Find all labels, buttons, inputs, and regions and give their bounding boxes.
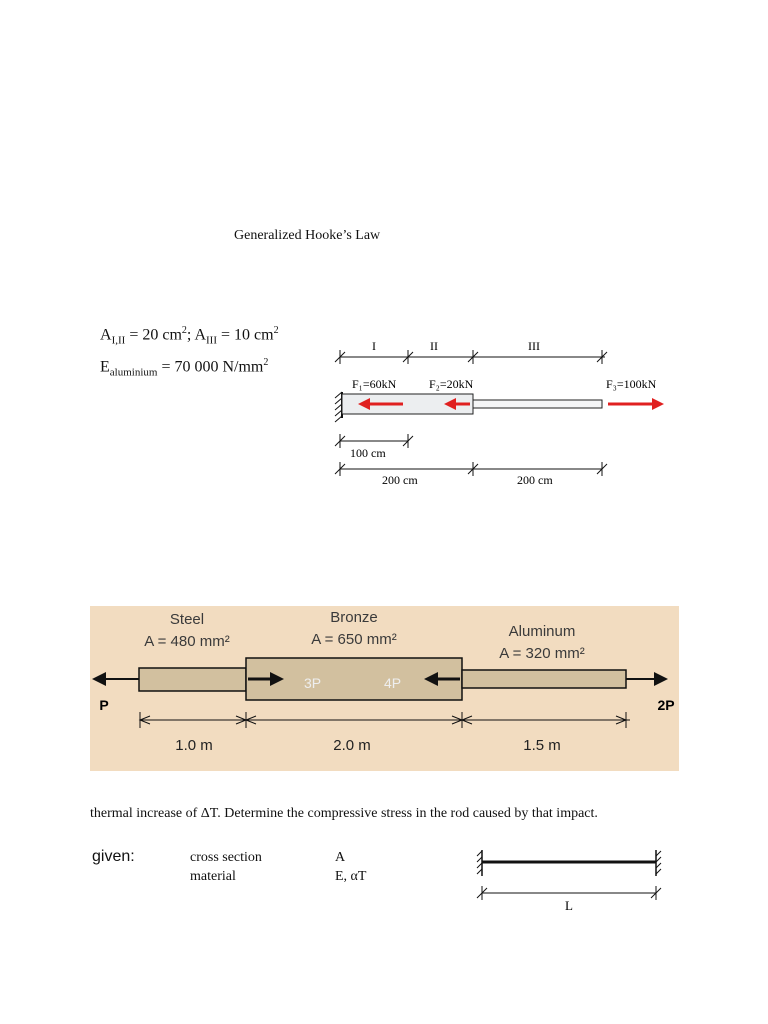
material-aluminum: Aluminum bbox=[508, 623, 576, 640]
area-line: $A_{I,II} = 20$ $cm^2$; $A_{III} = 10$ $cm^2$ bbox=[100, 325, 279, 347]
length-bronze: 2.0 m bbox=[333, 737, 371, 754]
bar-aluminum bbox=[462, 670, 626, 688]
load-p-label: P bbox=[99, 697, 109, 713]
problem3-statement: thermal increase of ΔT. Determine the compressive stress in the rod caused by that impact. bbox=[90, 806, 598, 821]
force-arrow-f3-head bbox=[652, 398, 664, 410]
load-4p-label: 4P bbox=[384, 675, 402, 691]
problem1-figure bbox=[330, 330, 680, 500]
left-support bbox=[477, 850, 482, 876]
problem1-given bbox=[100, 320, 279, 383]
length-label: L bbox=[565, 898, 573, 913]
force-label-f1: F₁=60kN bbox=[352, 377, 397, 391]
given-label: given: bbox=[92, 848, 135, 865]
load-2p-label: 2P bbox=[657, 697, 675, 713]
bar-steel bbox=[139, 668, 246, 691]
given-row-material-value: E, αT bbox=[335, 869, 367, 884]
load-p-arrow-head bbox=[92, 672, 106, 686]
segment-label-i: I bbox=[372, 339, 376, 353]
area-bronze: A = 650 mm² bbox=[311, 631, 397, 648]
given-row-cross-section-label: cross section bbox=[190, 850, 262, 865]
dim-200cm-label-1: 200 cm bbox=[382, 473, 418, 487]
dim-100cm-label: 100 cm bbox=[350, 446, 386, 460]
page-title: Generalized Hooke’s Law bbox=[234, 228, 381, 243]
problem2-figure bbox=[90, 606, 679, 771]
area-aluminum: A = 320 mm² bbox=[499, 645, 585, 662]
load-2p-arrow-head bbox=[654, 672, 668, 686]
segment-label-ii: II bbox=[430, 339, 438, 353]
material-steel: Steel bbox=[169, 611, 205, 628]
load-3p-label: 3P bbox=[304, 675, 322, 691]
fixed-wall bbox=[335, 392, 342, 422]
dim-200cm-label-2: 200 cm bbox=[517, 473, 553, 487]
material-bronze: Bronze bbox=[330, 609, 378, 626]
length-aluminum: 1.5 m bbox=[523, 737, 561, 754]
modulus-line: $E_{aluminium} = 70$ 000 $N/mm^2$ bbox=[100, 356, 269, 379]
right-support bbox=[656, 850, 661, 876]
problem3-figure bbox=[470, 846, 670, 916]
given-row-cross-section-value: A bbox=[335, 850, 346, 865]
segment-label-iii: III bbox=[528, 339, 540, 353]
force-label-f3: F₃=100kN bbox=[606, 377, 657, 391]
bar-section-iii bbox=[473, 400, 602, 408]
length-steel: 1.0 m bbox=[175, 737, 213, 754]
given-row-material-label: material bbox=[190, 869, 236, 884]
area-steel: A = 480 mm² bbox=[144, 633, 230, 650]
force-label-f2: F₂=20kN bbox=[429, 377, 474, 391]
